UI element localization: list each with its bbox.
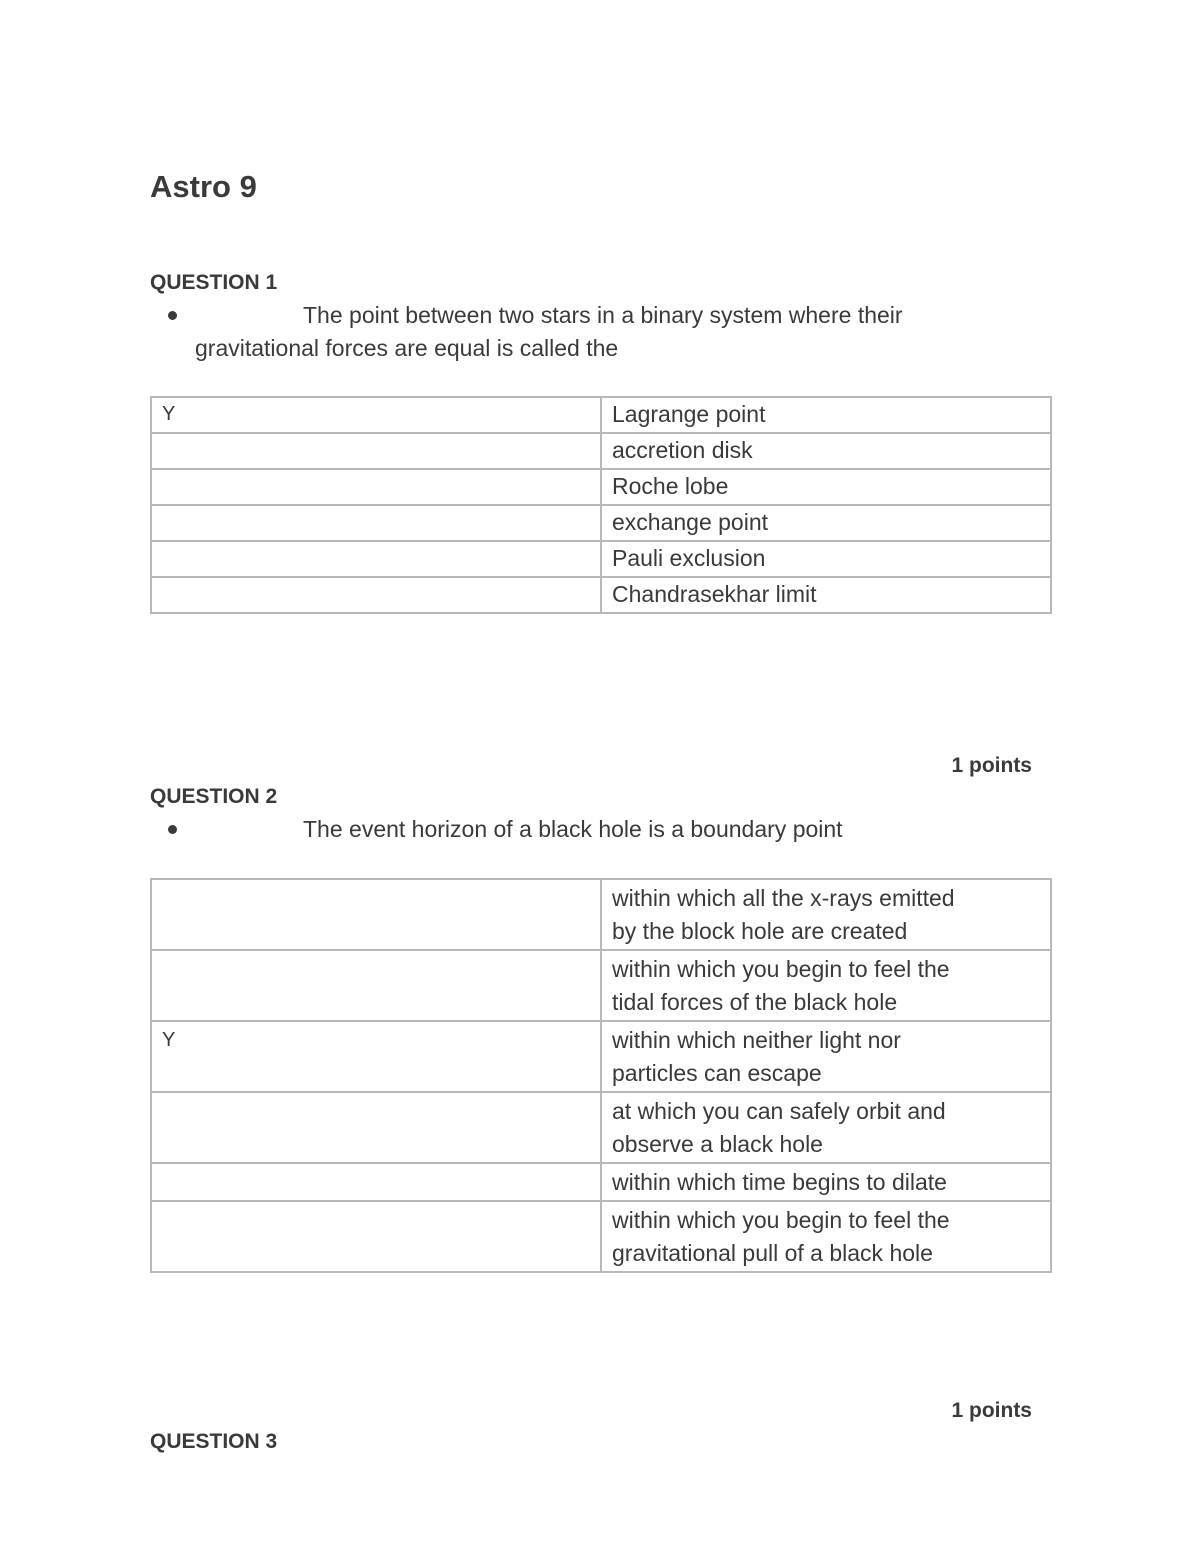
answer-text-line: observe a black hole [612, 1131, 823, 1157]
answer-text-line: by the block hole are created [612, 918, 908, 944]
question-2-answer-table [150, 878, 1052, 1273]
answer-mark [151, 433, 601, 469]
answer-text: exchange point [601, 505, 1051, 541]
answer-mark [151, 505, 601, 541]
question-1-answer-table [150, 396, 1052, 614]
answer-text [601, 1163, 1051, 1201]
document-title: Astro 9 [150, 169, 257, 204]
bullet-icon [168, 311, 177, 320]
bullet-icon [168, 825, 177, 834]
answer-text: accretion disk [601, 433, 1051, 469]
answer-text: Chandrasekhar limit [601, 577, 1051, 613]
answer-row[interactable] [151, 879, 1051, 950]
answer-row[interactable] [151, 541, 1051, 577]
answer-text [601, 950, 1051, 1021]
question-1-heading: QUESTION 1 [150, 271, 278, 294]
question-2-prompt-line-1: The event horizon of a black hole is a boundary point [303, 816, 843, 842]
answer-mark [151, 950, 601, 1021]
answer-text [601, 1201, 1051, 1272]
question-2-heading: QUESTION 2 [150, 785, 278, 808]
answer-text: Lagrange point [601, 397, 1051, 433]
answer-text [601, 1092, 1051, 1163]
answer-row[interactable] [151, 1092, 1051, 1163]
answer-text-line: at which you can safely orbit and [612, 1098, 946, 1124]
question-3-heading: QUESTION 3 [150, 1430, 278, 1453]
answer-text: Roche lobe [601, 469, 1051, 505]
answer-row[interactable] [151, 1201, 1051, 1272]
question-3-points: 1 points [951, 1399, 1032, 1422]
answer-row[interactable] [151, 469, 1051, 505]
answer-text-line: within which all the x-rays emitted [612, 885, 955, 911]
answer-text-line: particles can escape [612, 1060, 822, 1086]
answer-text-line: tidal forces of the black hole [612, 989, 898, 1015]
answer-text: Pauli exclusion [601, 541, 1051, 577]
answer-row[interactable] [151, 433, 1051, 469]
answer-row[interactable] [151, 505, 1051, 541]
answer-text-line: within which you begin to feel the [612, 956, 950, 982]
answer-row[interactable] [151, 577, 1051, 613]
answer-mark [151, 541, 601, 577]
question-1-prompt-line-2: gravitational forces are equal is called the [195, 335, 619, 361]
answer-mark [151, 879, 601, 950]
answer-mark [151, 1163, 601, 1201]
question-2-points: 1 points [951, 754, 1032, 777]
answer-mark: Y [151, 1021, 601, 1092]
answer-mark [151, 577, 601, 613]
answer-row[interactable] [151, 1021, 1051, 1092]
question-1-prompt-line-1: The point between two stars in a binary system where their [303, 302, 903, 328]
answer-text-line: within which neither light nor [612, 1027, 901, 1053]
answer-row[interactable] [151, 1163, 1051, 1201]
answer-mark [151, 469, 601, 505]
answer-text-line: within which you begin to feel the [612, 1207, 950, 1233]
answer-text-line: within which time begins to dilate [612, 1169, 947, 1195]
answer-row[interactable] [151, 397, 1051, 433]
answer-mark: Y [151, 397, 601, 433]
answer-row[interactable] [151, 950, 1051, 1021]
answer-text [601, 879, 1051, 950]
answer-text-line: gravitational pull of a black hole [612, 1240, 933, 1266]
answer-mark [151, 1201, 601, 1272]
answer-mark [151, 1092, 601, 1163]
answer-text [601, 1021, 1051, 1092]
